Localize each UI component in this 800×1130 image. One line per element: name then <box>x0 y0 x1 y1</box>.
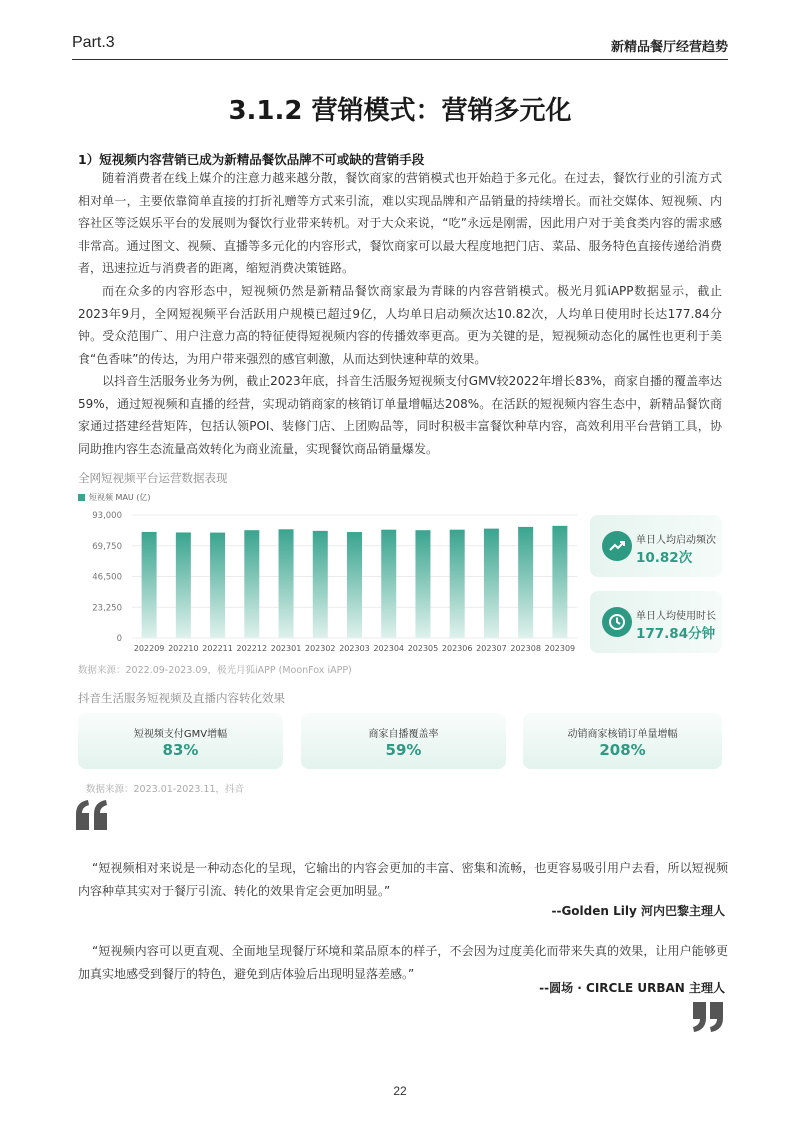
x-tick-label: 202309 <box>544 644 576 653</box>
paragraph-3: 以抖音生活服务业务为例，截止2023年底，抖音生活服务短视频支付GMV较2022年增长83%，商家自播的覆盖率达59%，通过短视频和直播的经营，实现动销商家的核销订单量增幅达208%。在活跃的短视频内容生态中，新精品餐饮商家通过搭建经营矩阵，包括认领POI、装修门店、上团购品等，同时积极丰富餐饮种草内容，高效利用平台营销工具，协同助推内容生态流量高效转化为商业流量，实现餐饮商品销量爆发。 <box>78 374 722 456</box>
conversion-value: 59% <box>385 741 422 759</box>
x-tick-label: 202212 <box>236 644 268 653</box>
bar-202302 <box>313 531 328 638</box>
x-tick-label: 202211 <box>202 644 233 653</box>
x-tick-label: 202307 <box>476 644 507 653</box>
bar-202309 <box>552 526 567 638</box>
y-tick-label: 46,500 <box>92 572 122 583</box>
conversion-label: 商家自播覆盖率 <box>368 729 439 740</box>
trend-up-icon <box>602 531 632 561</box>
open-quote-icon <box>74 798 110 832</box>
chart-legend <box>78 492 151 503</box>
conversion-label: 短视频支付GMV增幅 <box>133 729 228 740</box>
bar-202305 <box>415 530 430 638</box>
bar-202306 <box>450 530 465 638</box>
bar-202303 <box>347 532 362 638</box>
conversion-value: 83% <box>162 741 199 759</box>
quote-text-2: “短视频内容可以更直观、全面地呈现餐厅环境和菜品原本的样子，不会因为过度美化而带来失真的效果，让用户能够更加真实地感受到餐厅的特色，避免到店体验后出现明显落差感。” <box>78 944 728 981</box>
y-tick-label: 93,000 <box>92 511 122 521</box>
x-tick-label: 202301 <box>270 644 302 653</box>
legend-label: 短视频 MAU (亿) <box>89 493 151 502</box>
paragraph-1: 随着消费者在线上媒介的注意力越来越分散，餐饮商家的营销模式也开始趋于多元化。在过去，餐饮行业的引流方式相对单一，主要依靠简单直接的打折礼赠等方式来引流，难以实现品牌和产品销量的持续增长。而社交媒体、短视频、内容社区等泛娱乐平台的发展则为餐饮行业带来转机。对于大众来说，“吃”永远是刚需，因此用户对于美食类内容的需求感非常高。通过图文、视频、直播等多元化的内容形式，餐饮商家可以最大程度地把门店、菜品、服务特色直接传递给消费者，迅速拉近与消费者的距离，缩短消费决策链路。 <box>78 171 722 275</box>
x-tick-label: 202305 <box>407 644 439 653</box>
stat-card-launch-frequency <box>590 515 722 577</box>
paragraph-2: 而在众多的内容形态中，短视频仍然是新精品餐饮商家最为青睐的内容营销模式。极光月狐iAPP数据显示，截止2023年9月，全网短视频平台活跃用户规模已超过9亿，人均单日启动频次达10.82次，人均单日使用时长达177.84分钟。受众范围广、用户注意力高的特征使得短视频内容的传播效率更高。更为关键的是，短视频动态化的属性也更利于美食“色香味”的传达，为用户带来强烈的感官刺激，从而达到快速种草的效果。 <box>78 284 722 366</box>
quote-author-1: --Golden Lily 河内巴黎主理人 <box>551 904 725 918</box>
x-tick-label: 202306 <box>441 644 473 653</box>
y-tick-label: 0 <box>116 634 122 644</box>
quote-text-1: “短视频相对来说是一种动态化的呈现，它输出的内容会更加的丰富、密集和流畅，也更容易吸引用户去看，所以短视频内容种草其实对于餐厅引流、转化的效果肯定会更加明显。” <box>78 861 728 898</box>
section-title: 3.1.2 营销模式：营销多元化 <box>228 96 572 126</box>
bar-202307 <box>484 529 499 638</box>
bar-202308 <box>518 527 533 638</box>
header-title: 新精品餐厅经营趋势 <box>610 40 728 55</box>
part-label: Part.3 <box>72 34 115 51</box>
bar-202212 <box>244 530 259 638</box>
quote-author-2: --圆场 · CIRCLE URBAN 主理人 <box>539 981 725 995</box>
x-tick-label: 202302 <box>304 644 336 653</box>
bar-202304 <box>381 530 396 638</box>
mau-bar-chart <box>72 505 582 655</box>
bar-202210 <box>176 532 191 638</box>
conversion-card-orders <box>523 713 722 769</box>
conversion-card-self-live <box>301 713 506 769</box>
conversion-value: 208% <box>599 741 646 759</box>
chart-source: 数据来源：2022.09-2023.09，极光月狐iAPP (MoonFox iAPP) <box>78 665 352 676</box>
stat-label: 单日人均使用时长 <box>636 611 716 622</box>
x-tick-label: 202308 <box>510 644 541 653</box>
conversion-source: 数据来源：2023.01-2023.11，抖音 <box>86 784 244 795</box>
stat-label: 单日人均启动频次 <box>636 535 716 546</box>
conversion-label: 动销商家核销订单量增幅 <box>567 729 678 740</box>
stat-card-usage-duration <box>590 591 722 653</box>
y-tick-label: 23,250 <box>92 603 122 614</box>
chart-title: 全网短视频平台运营数据表现 <box>78 471 228 485</box>
conversion-card-gmv <box>78 713 283 769</box>
close-quote-icon <box>690 1000 726 1034</box>
sub-heading: 1）短视频内容营销已成为新精品餐饮品牌不可或缺的营销手段 <box>78 152 425 167</box>
bar-202211 <box>210 533 225 638</box>
clock-icon <box>602 607 632 637</box>
x-tick-label: 202303 <box>339 644 370 653</box>
x-tick-label: 202209 <box>133 644 165 653</box>
page-header <box>72 30 728 60</box>
y-tick-label: 69,750 <box>92 541 122 552</box>
stat-value: 10.82次 <box>636 550 693 566</box>
stat-value: 177.84分钟 <box>636 626 716 642</box>
legend-swatch <box>78 494 85 501</box>
conversion-title: 抖音生活服务短视频及直播内容转化效果 <box>78 691 285 705</box>
bar-202209 <box>142 532 157 638</box>
x-tick-label: 202304 <box>373 644 405 653</box>
page-number: 22 <box>393 1084 407 1098</box>
x-tick-label: 202210 <box>168 644 199 653</box>
bar-202301 <box>279 529 294 638</box>
